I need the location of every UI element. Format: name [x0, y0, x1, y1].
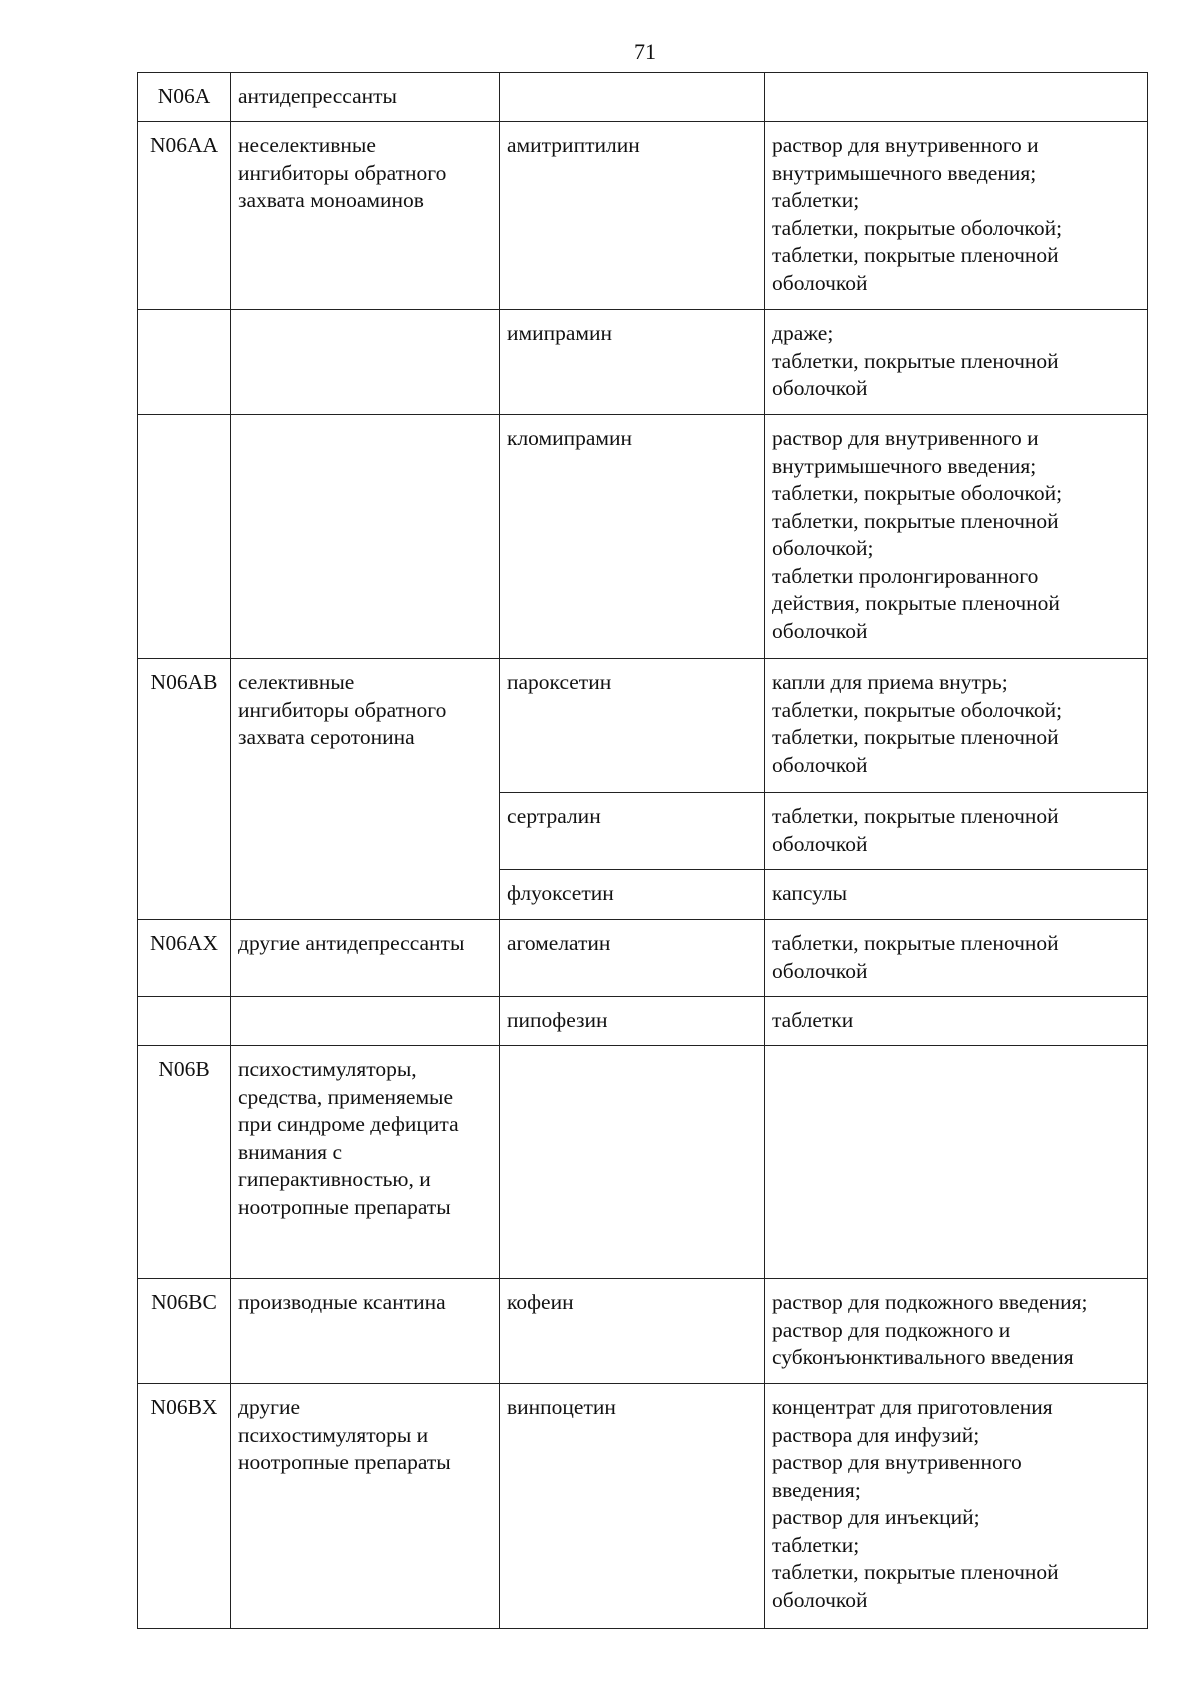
dosage-forms-cell — [765, 1279, 1148, 1384]
table-row — [138, 122, 1148, 310]
group-line: селективные — [238, 670, 355, 694]
dosage-form-line: оболочкой — [772, 376, 868, 400]
atc-code-cell: N06AA — [138, 122, 231, 310]
table-row — [138, 1046, 1148, 1279]
group-line: ноотропные препараты — [238, 1450, 451, 1474]
table-row — [138, 1384, 1148, 1629]
pharmacological-group-cell — [231, 1046, 500, 1279]
dosage-form-line: оболочкой — [772, 1587, 868, 1612]
atc-code-cell: N06BC — [138, 1279, 231, 1384]
group-line: захвата серотонина — [238, 725, 415, 749]
table-row — [138, 1279, 1148, 1384]
dosage-form-line: оболочкой — [772, 752, 868, 777]
group-line: при синдроме дефицита — [238, 1112, 459, 1136]
atc-code-cell: N06AX — [138, 920, 231, 997]
dosage-form-line: раствор для инъекций; — [772, 1505, 980, 1529]
dosage-form-line: субконъюнктивального введения — [772, 1345, 1074, 1369]
atc-code-cell: N06BX — [138, 1384, 231, 1629]
atc-code-cell: N06AB — [138, 659, 231, 920]
dosage-form-line: внутримышечного введения; — [772, 160, 1037, 185]
pharmacological-group-cell — [231, 73, 500, 122]
dosage-form-line: оболочкой; — [772, 536, 874, 560]
dosage-forms-cell — [765, 73, 1148, 122]
dosage-form-line: драже; — [772, 321, 834, 345]
pharmacological-group-cell — [231, 1384, 500, 1629]
drug-name-cell — [500, 1046, 765, 1279]
atc-code-cell: N06A — [138, 73, 231, 122]
drug-name-cell: амитриптилин — [500, 122, 765, 310]
dosage-forms-cell — [765, 997, 1148, 1046]
dosage-form-line: оболочкой — [772, 958, 868, 983]
dosage-form-line: таблетки, покрытые пленочной — [772, 1560, 1059, 1584]
pharmacological-group-cell — [231, 997, 500, 1046]
dosage-form-line: таблетки, покрытые оболочкой; — [772, 697, 1063, 722]
dosage-form-line: раствор для внутривенного и — [772, 426, 1039, 450]
dosage-form-line: оболочкой — [772, 618, 868, 643]
dosage-forms-cell — [765, 793, 1148, 870]
drug-name-cell: винпоцетин — [500, 1384, 765, 1629]
atc-code-cell — [138, 997, 231, 1046]
dosage-form-line: введения; — [772, 1477, 861, 1502]
drug-name-cell: флуоксетин — [500, 870, 765, 920]
atc-code-cell — [138, 415, 231, 659]
dosage-forms-cell — [765, 310, 1148, 415]
dosage-form-line: таблетки; — [772, 188, 860, 212]
drug-name-cell: кофеин — [500, 1279, 765, 1384]
dosage-form-line: таблетки, покрытые пленочной — [772, 804, 1059, 828]
group-line: производные ксантина — [238, 1290, 446, 1314]
dosage-form-line: концентрат для приготовления — [772, 1395, 1053, 1419]
dosage-form-line: таблетки, покрытые пленочной — [772, 931, 1059, 955]
table-row — [138, 415, 1148, 659]
dosage-form-line: таблетки, покрытые пленочной — [772, 348, 1059, 373]
group-line: ноотропные препараты — [238, 1194, 451, 1219]
dosage-form-line: таблетки, покрытые оболочкой; — [772, 215, 1063, 240]
dosage-forms-cell — [765, 1046, 1148, 1279]
page-number: 71 — [634, 39, 656, 64]
dosage-form-line: раствор для подкожного и — [772, 1317, 1011, 1342]
table-row — [138, 310, 1148, 415]
drug-name-cell: агомелатин — [500, 920, 765, 997]
pharmacological-group-cell — [231, 659, 500, 920]
dosage-forms-cell — [765, 870, 1148, 920]
dosage-form-line: таблетки пролонгированного — [772, 563, 1039, 588]
group-line: другие — [238, 1395, 301, 1419]
dosage-forms-cell — [765, 920, 1148, 997]
table-row — [138, 997, 1148, 1046]
atc-code-cell: N06B — [138, 1046, 231, 1279]
table-row — [138, 920, 1148, 997]
table-row — [138, 73, 1148, 122]
dosage-form-line: таблетки, покрытые пленочной — [772, 725, 1059, 749]
dosage-form-line: раствора для инфузий; — [772, 1422, 980, 1447]
dosage-form-line: оболочкой — [772, 270, 868, 295]
atc-code-cell — [138, 310, 231, 415]
dosage-form-line: капсулы — [772, 881, 848, 905]
pharmacological-group-cell — [231, 920, 500, 997]
drug-name-cell — [500, 73, 765, 122]
dosage-form-line: раствор для подкожного введения; — [772, 1290, 1088, 1314]
dosage-form-line: капли для приема внутрь; — [772, 670, 1008, 694]
group-line: ингибиторы обратного — [238, 160, 447, 185]
drug-name-cell: пароксетин — [500, 659, 765, 793]
group-line: психостимуляторы, — [238, 1057, 417, 1081]
dosage-form-line: действия, покрытые пленочной — [772, 591, 1060, 615]
dosage-form-line: раствор для внутривенного и — [772, 133, 1039, 157]
drug-name-cell: сертралин — [500, 793, 765, 870]
group-line: антидепрессанты — [238, 84, 398, 108]
dosage-forms-cell — [765, 415, 1148, 659]
dosage-form-line: таблетки; — [772, 1532, 860, 1557]
dosage-form-line: раствор для внутривенного — [772, 1450, 1022, 1474]
group-line: психостимуляторы и — [238, 1422, 429, 1447]
drug-name-cell: кломипрамин — [500, 415, 765, 659]
pharmacological-group-cell — [231, 122, 500, 310]
drug-name-cell: пипофезин — [500, 997, 765, 1046]
drug-name-cell: имипрамин — [500, 310, 765, 415]
group-line: средства, применяемые — [238, 1084, 454, 1109]
dosage-form-line: таблетки — [772, 1008, 854, 1032]
group-line: захвата моноаминов — [238, 188, 424, 212]
dosage-form-line: внутримышечного введения; — [772, 453, 1037, 478]
group-line: гиперактивностью, и — [238, 1167, 431, 1191]
pharmacological-group-cell — [231, 1279, 500, 1384]
dosage-forms-cell — [765, 659, 1148, 793]
dosage-form-line: таблетки, покрытые оболочкой; — [772, 481, 1063, 505]
group-line: внимания с — [238, 1139, 342, 1164]
table-row — [138, 659, 1148, 793]
dosage-form-line: таблетки, покрытые пленочной — [772, 243, 1059, 267]
group-line: ингибиторы обратного — [238, 697, 447, 722]
dosage-form-line: таблетки, покрытые пленочной — [772, 508, 1059, 533]
group-line: другие антидепрессанты — [238, 931, 465, 955]
table-body — [138, 73, 1148, 1629]
dosage-forms-cell — [765, 1384, 1148, 1629]
pharmacological-group-cell — [231, 310, 500, 415]
drug-table — [137, 72, 1148, 1629]
dosage-forms-cell — [765, 122, 1148, 310]
dosage-form-line: оболочкой — [772, 831, 868, 856]
pharmacological-group-cell — [231, 415, 500, 659]
group-line: неселективные — [238, 133, 376, 157]
